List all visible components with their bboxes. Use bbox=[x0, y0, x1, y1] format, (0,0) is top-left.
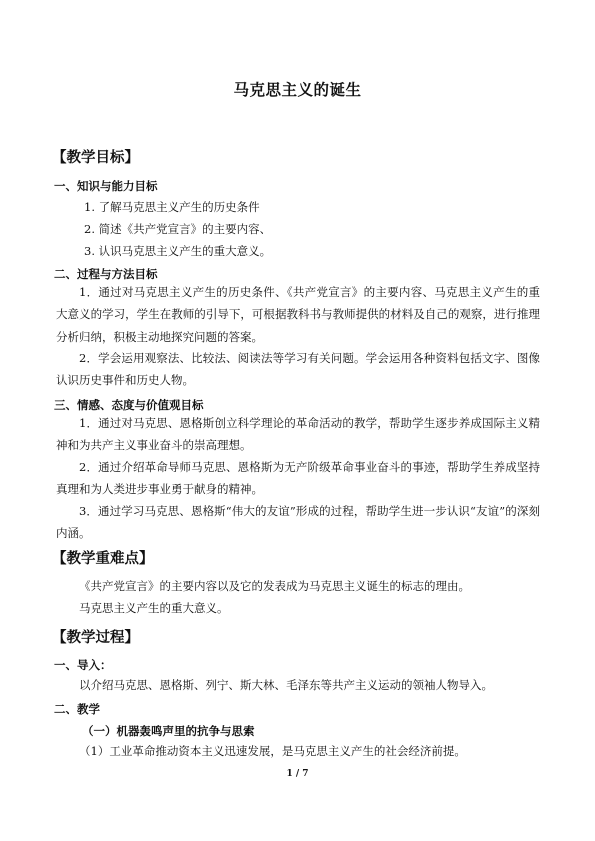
paragraph: 以介绍马克思、恩格斯、列宁、斯大林、毛泽东等共产主义运动的领袖人物导入。 bbox=[79, 678, 493, 692]
subheading-emotion: 三、情感、态度与价值观目标 bbox=[54, 398, 204, 412]
subheading-knowledge: 一、知识与能力目标 bbox=[54, 179, 158, 193]
page-number: 1 / 7 bbox=[286, 769, 309, 779]
paragraph: 2．学会运用观察法、比较法、阅读法等学习有关问题。学会运用各种资料包括文字、图像认识历史事件和历史人物。 bbox=[56, 351, 540, 388]
section-heading-process: 【教学过程】 bbox=[52, 629, 139, 646]
section-heading-key-points: 【教学重难点】 bbox=[52, 550, 154, 567]
subheading-process: 二、过程与方法目标 bbox=[54, 267, 158, 281]
paragraph: 2．通过介绍革命导师马克思、恩格斯为无产阶级革命事业奋斗的事迹，帮助学生养成坚持真理和为人类进步事业勇于献身的精神。 bbox=[56, 460, 540, 497]
list-item: 2. 简述《共产党宣言》的主要内容、 bbox=[84, 222, 272, 236]
subheading-intro: 一、导入： bbox=[54, 658, 112, 672]
subheading-sub1: （一）机器轰鸣声里的抗争与思索 bbox=[82, 724, 255, 738]
paragraph: 3．通过学习马克思、恩格斯“伟大的友谊”形成的过程，帮助学生进一步认识“友谊”的深刻内涵。 bbox=[56, 504, 540, 541]
subheading-teach: 二、教学 bbox=[54, 702, 100, 716]
paragraph: 《共产党宣言》的主要内容以及它的发表成为马克思主义诞生的标志的理由。 bbox=[79, 579, 470, 593]
paragraph: 1．通过对马克思主义产生的历史条件、《共产党宣言》的主要内容、马克思主义产生的重大意义的学习，学生在教师的引导下，可根据教科书与教师提供的材料及自己的观察，进行推理分析归纳，积极主动地探究问题的答案。 bbox=[56, 285, 540, 344]
paragraph: 马克思主义产生的重大意义。 bbox=[79, 601, 229, 615]
paragraph: 1．通过对马克思、恩格斯创立科学理论的革命活动的教学，帮助学生逐步养成国际主义精神和为共产主义事业奋斗的崇高理想。 bbox=[56, 416, 540, 453]
paragraph: （1）工业革命推动资本主义迅速发展，是马克思主义产生的社会经济前提。 bbox=[79, 744, 466, 758]
list-item: 1. 了解马克思主义产生的历史条件 bbox=[84, 200, 260, 214]
document-title: 马克思主义的诞生 bbox=[233, 80, 362, 99]
list-item: 3. 认识马克思主义产生的重大意义。 bbox=[84, 244, 272, 258]
section-heading-goals: 【教学目标】 bbox=[52, 149, 139, 166]
